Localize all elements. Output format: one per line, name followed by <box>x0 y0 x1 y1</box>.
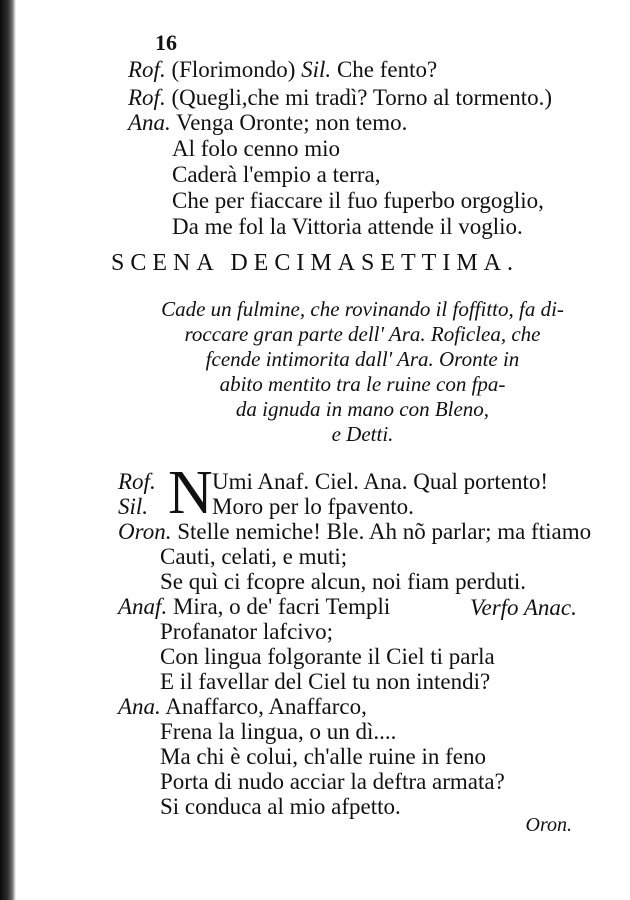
speaker-label: Ana. <box>128 110 171 135</box>
verse-text: (Florimondo) <box>171 57 296 82</box>
speaker-label: Rof. <box>128 57 166 82</box>
stage-direction-line: e Detti. <box>331 422 394 446</box>
verse-line: Moro per lo fpavento. <box>212 494 414 519</box>
verse-line: Da me fol la Vittoria attende il voglio. <box>172 214 523 239</box>
verse-line: Con lingua folgorante il Ciel ti parla <box>160 644 495 669</box>
drop-capital: N <box>168 459 213 527</box>
verse-line: Che per fiaccare il fuo fuperbo orgoglio, <box>172 188 544 213</box>
verse-line: Al folo cenno mio <box>172 136 340 161</box>
page-binding-edge <box>0 0 16 900</box>
speaker-label: Sil. <box>301 57 332 82</box>
verse-text: Che fento? <box>336 57 438 82</box>
speaker-label-text: Sil. <box>118 494 149 519</box>
stage-direction-line: da ignuda in mano con Bleno, <box>235 397 490 421</box>
verse-line: Si conduca al mio afpetto. <box>160 794 401 819</box>
speaker-label: Anaf. <box>118 594 168 619</box>
verse-text: Venga Oronte; non temo. <box>176 110 408 135</box>
verse-line: Ma chi è colui, ch'alle ruine in feno <box>160 744 487 769</box>
speaker-label: Rof. <box>128 85 166 110</box>
verse-text: (Quegli,che mi tradì? Torno al tormento.) <box>171 85 552 110</box>
verse-line <box>118 695 367 718</box>
page-number: 16 <box>155 30 177 55</box>
speaker-label <box>118 470 156 493</box>
verse-text: Anaffarco, Anaffarco, <box>165 694 367 719</box>
verse-line <box>128 86 552 109</box>
catchword: Oron. <box>525 814 572 836</box>
stage-direction-line: roccare gran parte dell' Ara. Roficlea, che <box>184 322 541 346</box>
speaker-label-text: Rof. <box>118 469 156 494</box>
speaker-label: Ana. <box>118 694 161 719</box>
verse-line: Porta di nudo acciar la deftra armata? <box>160 769 505 794</box>
verse-line: Profanator lafcivo; <box>160 619 334 644</box>
verse-line <box>118 595 390 618</box>
verse-line: Cauti, celati, e muti; <box>160 544 348 569</box>
verse-line: E il favellar del Ciel tu non intendi? <box>160 669 491 694</box>
verse-line: Umi Anaf. Ciel. Ana. Qual portento! <box>212 469 548 494</box>
scene-title: SCENA DECIMASETTIMA. <box>110 250 519 276</box>
verse-line: Se quì ci fcopre alcun, noi fiam perduti. <box>160 569 526 594</box>
stage-direction-line: fcende intimorita dall' Ara. Oronte in <box>205 347 520 371</box>
verse-line: Caderà l'empio a terra, <box>172 162 381 187</box>
speaker-label: Oron. <box>118 519 172 544</box>
verse-line: Frena la lingua, o un dì.... <box>160 719 397 744</box>
verse-text: Mira, o de' facri Templi <box>172 594 391 619</box>
verse-text: Stelle nemiche! Ble. Ah nõ parlar; ma ftiamo <box>177 519 592 544</box>
stage-aside: Verfo Anac. <box>470 595 577 620</box>
verse-line <box>118 520 591 543</box>
speaker-label <box>118 495 148 518</box>
verse-line <box>128 58 437 81</box>
verse-line <box>128 111 407 134</box>
stage-direction-line: Cade un fulmine, che rovinando il foffitto, fa di- <box>161 297 564 321</box>
stage-direction-line: abito mentito tra le ruine con fpa- <box>219 372 506 396</box>
